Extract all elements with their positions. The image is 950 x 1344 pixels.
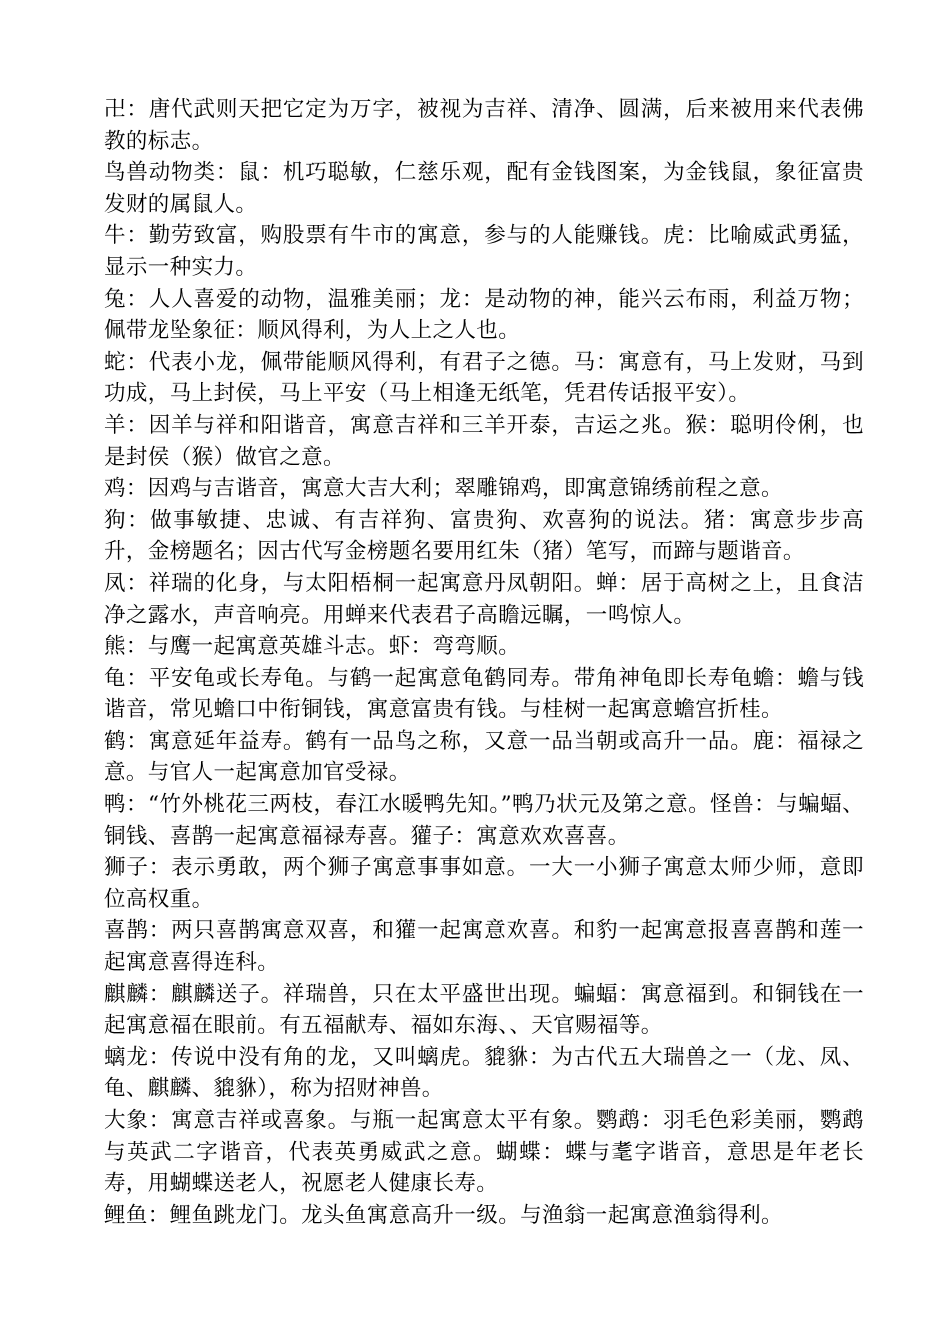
paragraph-dog-pig: 狗：做事敏捷、忠诚、有吉祥狗、富贵狗、欢喜狗的说法。猪：寓意步步高升，金榜题名；因古代写金榜题名要用红朱（猪）笔写，而蹄与题谐音。	[104, 507, 864, 565]
paragraph-snake-horse: 蛇：代表小龙，佩带能顺风得利，有君子之德。马：寓意有，马上发财，马到功成，马上封侯，马上平安（马上相逢无纸笔，凭君传话报平安）。	[104, 349, 864, 407]
paragraph-magpie: 喜鹊：两只喜鹊寓意双喜，和獾一起寓意欢喜。和豹一起寓意报喜喜鹊和莲一起寓意喜得连科。	[104, 918, 864, 976]
paragraph-crane-deer: 鹤：寓意延年益寿。鹤有一品鸟之称，又意一品当朝或高升一品。鹿：福禄之意。与官人一起寓意加官受禄。	[104, 728, 864, 786]
document-body	[104, 94, 864, 1231]
paragraph-qilin-bat: 麒麟：麒麟送子。祥瑞兽，只在太平盛世出现。蝙蝠：寓意福到。和铜钱在一起寓意福在眼前。有五福献寿、福如东海、、天官赐福等。	[104, 981, 864, 1039]
paragraph-rabbit-dragon: 兔：人人喜爱的动物，温雅美丽；龙：是动物的神，能兴云布雨，利益万物；佩带龙坠象征：顺风得利，为人上之人也。	[104, 286, 864, 344]
paragraph-phoenix-cicada: 凤：祥瑞的化身，与太阳梧桐一起寓意丹凤朝阳。蝉：居于高树之上，且食洁净之露水，声音响亮。用蝉来代表君子高瞻远瞩，一鸣惊人。	[104, 570, 864, 628]
paragraph-bear-shrimp: 熊：与鹰一起寓意英雄斗志。虾：弯弯顺。	[104, 634, 521, 660]
paragraph-goat-monkey: 羊：因羊与祥和阳谐音，寓意吉祥和三羊开泰，吉运之兆。猴：聪明伶俐，也是封侯（猴）做官之意。	[104, 412, 864, 470]
paragraph-wan-symbol: 卍：唐代武则天把它定为万字，被视为吉祥、清净、圆满，后来被用来代表佛教的标志。	[104, 97, 864, 154]
paragraph-chilong-pixiu: 螭龙：传说中没有角的龙，又叫螭虎。貔貅：为古代五大瑞兽之一（龙、凤、龟、麒麟、貔貅），称为招财神兽。	[104, 1044, 864, 1102]
paragraph-rat: 鸟兽动物类：鼠：机巧聪敏，仁慈乐观，配有金钱图案，为金钱鼠，象征富贵发财的属鼠人。	[104, 160, 864, 217]
paragraph-ox-tiger: 牛：勤劳致富，购股票有牛市的寓意，参与的人能赚钱。虎：比喻威武勇猛，显示一种实力。	[104, 223, 864, 280]
paragraph-rooster: 鸡：因鸡与吉谐音，寓意大吉大利；翠雕锦鸡，即寓意锦绣前程之意。	[104, 476, 783, 502]
paragraph-duck-beast-badger: 鸭：“竹外桃花三两枝，春江水暖鸭先知。”鸭乃状元及第之意。怪兽：与蝙蝠、铜钱、喜鹊一起寓意福禄寿喜。獾子：寓意欢欢喜喜。	[104, 792, 864, 849]
paragraph-turtle-toad: 龟：平安龟或长寿龟。与鹤一起寓意龟鹤同寿。带角神龟即长寿龟蟾：蟾与钱谐音，常见蟾口中衔铜钱，寓意富贵有钱。与桂树一起寓意蟾宫折桂。	[104, 665, 864, 723]
paragraph-elephant-parrot-butterfly: 大象：寓意吉祥或喜象。与瓶一起寓意太平有象。鹦鹉：羽毛色彩美丽，鹦鹉与英武二字谐音，代表英勇威武之意。蝴蝶：蝶与耄字谐音，意思是年老长寿，用蝴蝶送老人，祝愿老人健康长寿。	[104, 1108, 864, 1197]
paragraph-carp: 鲤鱼：鲤鱼跳龙门。龙头鱼寓意高升一级。与渔翁一起寓意渔翁得利。	[104, 1202, 783, 1228]
paragraph-lion: 狮子：表示勇敢，两个狮子寓意事事如意。一大一小狮子寓意太师少师，意即位高权重。	[104, 855, 864, 912]
